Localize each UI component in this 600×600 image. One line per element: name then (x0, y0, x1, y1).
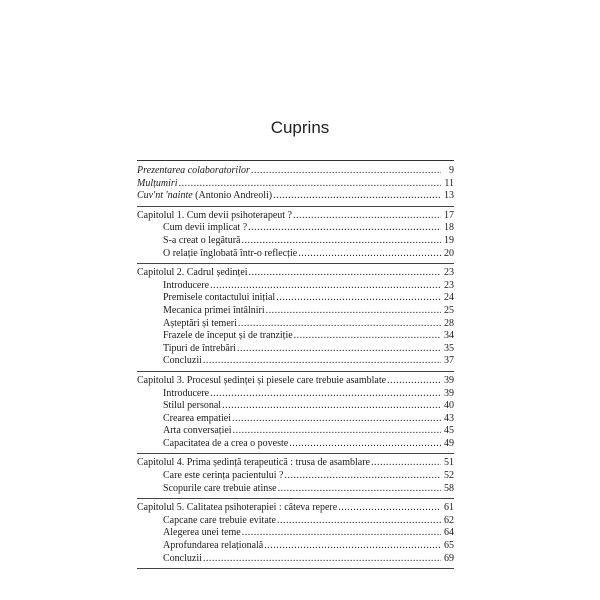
toc-subentry[interactable] (137, 388, 454, 401)
toc-entry-label: Cum devii implicat ? (163, 222, 248, 234)
dot-leader (249, 267, 441, 280)
dot-leader (179, 178, 441, 191)
toc-subentry[interactable] (137, 438, 454, 451)
toc-page-number: 40 (444, 400, 454, 412)
toc-page-number: 35 (444, 342, 454, 354)
toc-entry-label: Scopurile care trebuie atinse (163, 482, 277, 494)
toc-subentry[interactable] (137, 553, 454, 566)
dot-leader (237, 343, 441, 356)
dot-leader (242, 527, 441, 540)
toc-page-number: 37 (444, 355, 454, 367)
dot-leader (203, 553, 441, 566)
toc-page-number: 9 (449, 165, 454, 176)
toc-page-number: 34 (444, 330, 454, 342)
toc-entry-label: Aprofundarea relațională (163, 540, 264, 552)
toc-section (137, 372, 454, 455)
toc-entry[interactable] (137, 178, 454, 191)
toc-page-number: 11 (444, 177, 454, 189)
toc-entry-label: Crearea empatiei (163, 412, 232, 424)
toc-entry-label: Introducere (163, 279, 210, 291)
toc-page-number: 49 (444, 437, 454, 449)
dot-leader (210, 388, 441, 401)
toc-entry-label: O relație înglobată într-o reflecție (163, 247, 298, 259)
dot-leader (222, 400, 441, 413)
table-of-contents (137, 160, 454, 569)
toc-page-number: 58 (444, 482, 454, 494)
toc-page-number: 51 (444, 457, 454, 469)
toc-entry-label: Capacitatea de a crea o poveste (163, 437, 289, 449)
dot-leader (294, 330, 441, 343)
toc-entry-label: Capcane care trebuie evitate (163, 514, 276, 526)
dot-leader (277, 515, 441, 528)
toc-subentry[interactable] (137, 280, 454, 293)
toc-section (137, 499, 454, 569)
toc-section (137, 161, 454, 207)
toc-entry[interactable] (137, 457, 454, 470)
toc-page-number: 65 (444, 540, 454, 552)
toc-section (137, 264, 454, 372)
toc-subentry[interactable] (137, 248, 454, 261)
dot-leader (264, 540, 441, 553)
toc-subentry[interactable] (137, 222, 454, 235)
toc-entry-label: Mulțumiri (137, 177, 178, 189)
toc-section (137, 454, 454, 499)
toc-page-number: 43 (444, 412, 454, 424)
dot-leader (251, 165, 441, 178)
toc-subentry[interactable] (137, 355, 454, 368)
dot-leader (241, 235, 441, 248)
toc-entry-label: Mecanica primei întâlniri (163, 304, 265, 316)
dot-leader (285, 470, 442, 483)
toc-subentry[interactable] (137, 425, 454, 438)
toc-page-number: 13 (444, 190, 454, 202)
toc-page-number: 64 (444, 527, 454, 539)
toc-entry-label: Introducere (163, 387, 210, 399)
toc-entry[interactable] (137, 267, 454, 280)
toc-subentry[interactable] (137, 235, 454, 248)
toc-page-number: 20 (444, 247, 454, 259)
toc-entry-label-tail: (Antonio Andreoli) (192, 190, 273, 202)
toc-entry-label: Așteptări și temeri (163, 317, 237, 329)
dot-leader (248, 222, 441, 235)
dot-leader (278, 483, 441, 496)
toc-subentry[interactable] (137, 318, 454, 331)
toc-page-number: 28 (444, 317, 454, 329)
toc-entry-label: Alegerea unei teme (163, 527, 241, 539)
toc-page-number: 39 (444, 374, 454, 386)
toc-subentry[interactable] (137, 483, 454, 496)
toc-subentry[interactable] (137, 540, 454, 553)
dot-leader (203, 355, 441, 368)
dot-leader (232, 413, 441, 426)
toc-page-number: 23 (444, 279, 454, 291)
dot-leader (233, 425, 441, 438)
toc-entry-label: Cuv'nt 'nainte (Antonio Andreoli) (137, 190, 273, 202)
toc-page-number: 45 (444, 425, 454, 437)
toc-subentry[interactable] (137, 343, 454, 356)
toc-page-number: 69 (444, 552, 454, 564)
toc-entry-label: Concluzii (163, 355, 202, 367)
toc-subentry[interactable] (137, 330, 454, 343)
toc-entry-label: Capitolul 3. Procesul ședinței și piesele care trebuie asamblate (137, 374, 387, 386)
toc-subentry[interactable] (137, 292, 454, 305)
dot-leader (210, 280, 441, 293)
toc-entry[interactable] (137, 190, 454, 203)
toc-entry[interactable] (137, 165, 454, 178)
dot-leader (266, 305, 441, 318)
toc-entry-label: Concluzii (163, 552, 202, 564)
toc-subentry[interactable] (137, 470, 454, 483)
toc-page-number: 19 (444, 234, 454, 246)
toc-page-number: 17 (444, 209, 454, 221)
toc-entry-label: Tipuri de întrebări (163, 342, 236, 354)
toc-subentry[interactable] (137, 413, 454, 426)
toc-section (137, 207, 454, 264)
page-title: Cuprins (270, 118, 330, 137)
dot-leader (371, 457, 441, 470)
dot-leader (338, 502, 441, 515)
toc-entry-label: Frazele de început și de tranziție (163, 330, 293, 342)
dot-leader (298, 248, 441, 261)
toc-entry-label: Arta conversației (163, 425, 232, 437)
toc-subentry[interactable] (137, 515, 454, 528)
toc-page-number: 25 (444, 304, 454, 316)
toc-entry-label: Capitolul 1. Cum devii psihoterapeut ? (137, 209, 292, 221)
toc-entry-label: Capitolul 4. Prima ședință terapeutică : trusa de asamblare (137, 457, 370, 469)
toc-page-number: 18 (444, 222, 454, 234)
toc-page-number: 23 (444, 267, 454, 279)
toc-entry-label: Care este cerința pacientului ? (163, 470, 284, 482)
toc-entry-label: Prezentarea colaboratorilor (137, 165, 250, 176)
toc-entry[interactable] (137, 375, 454, 388)
dot-leader (289, 438, 441, 451)
dot-leader (387, 375, 441, 388)
toc-page-number: 61 (444, 502, 454, 514)
toc-page-number: 52 (444, 470, 454, 482)
toc-page-number: 62 (444, 514, 454, 526)
toc-subentry[interactable] (137, 305, 454, 318)
dot-leader (276, 292, 441, 305)
toc-entry-label: Capitolul 2. Cadrul ședinței (137, 267, 248, 279)
toc-entry-label: Capitolul 5. Calitatea psihoterapiei : câteva repere (137, 502, 338, 514)
dot-leader (273, 190, 441, 203)
toc-entry-label: S-a creat o legătură (163, 234, 241, 246)
toc-subentry[interactable] (137, 400, 454, 413)
toc-page-number: 24 (444, 292, 454, 304)
dot-leader (238, 318, 441, 331)
dot-leader (293, 210, 441, 223)
toc-page-number: 39 (444, 387, 454, 399)
toc-entry-label: Stilul personal (163, 400, 222, 412)
toc-entry[interactable] (137, 210, 454, 223)
toc-entry-label: Premisele contactului inițial (163, 292, 276, 304)
toc-subentry[interactable] (137, 527, 454, 540)
toc-entry[interactable] (137, 502, 454, 515)
